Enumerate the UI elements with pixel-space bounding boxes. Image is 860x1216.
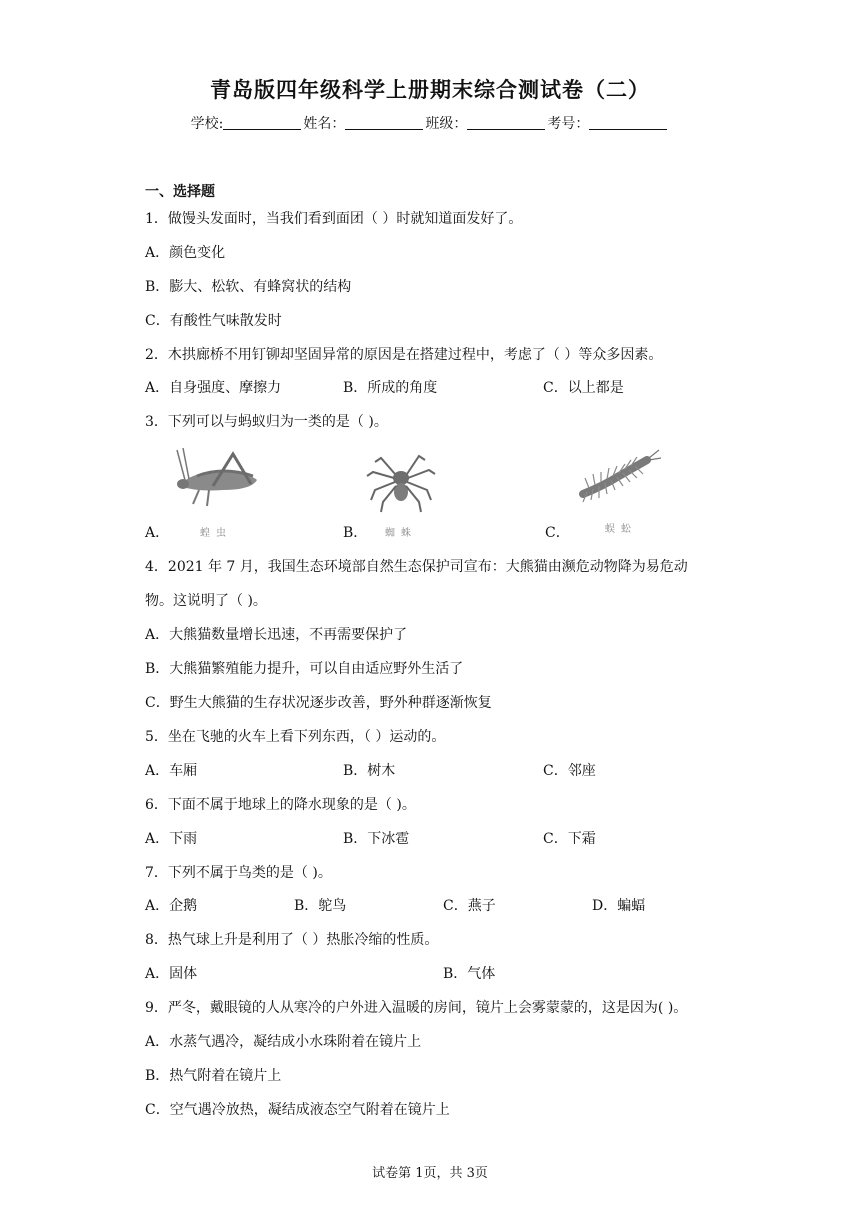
section-heading-choice: 一、选择题 [145, 184, 215, 200]
question-9-option-a[interactable]: A．水蒸气遇冷，凝结成小水珠附着在镜片上 [145, 1034, 422, 1050]
question-2-stem: 2．木拱廊桥不用钉铆却坚固异常的原因是在搭建过程中，考虑了（ ）等众多因素。 [145, 347, 663, 363]
grasshopper-icon [163, 446, 263, 508]
question-4-option-b[interactable]: B．大熊猫繁殖能力提升，可以自由适应野外生活了 [145, 661, 464, 677]
question-7-option-d[interactable]: D．蝙蝠 [592, 898, 646, 914]
class-label: 班级： [425, 116, 468, 132]
school-label: 学校: [190, 116, 224, 132]
question-6-option-b[interactable]: B．下冰雹 [343, 831, 410, 847]
name-blank[interactable] [345, 116, 423, 130]
question-4-option-c[interactable]: C．野生大熊猫的生存状况逐步改善，野外种群逐渐恢复 [145, 695, 492, 711]
grasshopper-caption: 蝗虫 [200, 528, 232, 539]
question-6-options [145, 828, 725, 848]
question-3-option-c[interactable] [545, 446, 725, 546]
question-8-options [145, 963, 725, 983]
question-7-stem: 7．下列不属于鸟类的是（ )。 [145, 865, 332, 881]
question-3-stem: 3．下列可以与蚂蚁归为一类的是（ )。 [145, 414, 388, 430]
question-5-option-b[interactable]: B．树木 [343, 763, 396, 779]
question-6-option-a[interactable]: A．下雨 [145, 831, 198, 847]
question-7-option-a[interactable]: A．企鹅 [145, 898, 198, 914]
question-5-stem: 5．坐在飞驰的火车上看下列东西，（ ）运动的。 [145, 729, 446, 745]
question-3-option-b[interactable] [343, 446, 523, 546]
question-9-option-c[interactable]: C．空气遇冷放热，凝结成液态空气附着在镜片上 [145, 1102, 450, 1118]
question-7-options [145, 895, 725, 915]
question-3-option-a[interactable] [145, 446, 325, 546]
question-5-option-a[interactable]: A．车厢 [145, 763, 198, 779]
page-footer: 试卷第 1页，共 3页 [372, 1166, 488, 1181]
question-1-option-c[interactable]: C．有酸性气味散发时 [145, 313, 282, 329]
question-3-option-c-letter: C． [545, 525, 570, 541]
question-4-option-a[interactable]: A．大熊猫数量增长迅速，不再需要保护了 [145, 627, 408, 643]
question-1-option-a[interactable]: A．颜色变化 [145, 245, 226, 261]
question-8-stem: 8．热气球上升是利用了（ ）热胀冷缩的性质。 [145, 932, 439, 948]
question-2-option-a[interactable]: A．自身强度、摩擦力 [145, 380, 282, 396]
number-label: 考号： [547, 116, 590, 132]
name-label: 姓名： [303, 116, 346, 132]
spider-icon [361, 446, 441, 516]
class-blank[interactable] [467, 116, 545, 130]
question-1-option-b[interactable]: B．膨大、松软、有蜂窝状的结构 [145, 279, 352, 295]
question-1-stem: 1．做馒头发面时，当我们看到面团（ ）时就知道面发好了。 [145, 211, 523, 227]
question-2-option-c[interactable]: C．以上都是 [543, 380, 624, 396]
question-7-option-b[interactable]: B．鸵鸟 [294, 898, 347, 914]
question-5-option-c[interactable]: C．邻座 [543, 763, 596, 779]
question-8-option-a[interactable]: A．固体 [145, 966, 198, 982]
question-4-stem-line-1: 4．2021 年 7 月，我国生态环境部自然生态保护司宣布：大熊猫由濒危动物降为易危动 [145, 559, 688, 575]
question-3-option-a-letter: A． [145, 525, 170, 541]
number-blank[interactable] [589, 116, 667, 130]
spider-caption: 蜘蛛 [385, 528, 417, 539]
question-6-stem: 6．下面不属于地球上的降水现象的是（ )。 [145, 797, 416, 813]
question-2-option-b[interactable]: B．所成的角度 [343, 380, 438, 396]
question-9-stem: 9．严冬，戴眼镜的人从寒冷的户外进入温暖的房间，镜片上会雾蒙蒙的，这是因为( )。 [145, 1000, 688, 1016]
school-blank[interactable] [223, 116, 301, 130]
centipede-caption: 蜈蚣 [605, 524, 637, 535]
question-3-option-b-letter: B． [343, 525, 368, 541]
page-title: 青岛版四年级科学上册期末综合测试卷（二） [210, 77, 650, 102]
question-8-option-b[interactable]: B．气体 [443, 966, 496, 982]
centipede-icon [563, 446, 663, 508]
question-5-options [145, 760, 725, 780]
question-9-option-b[interactable]: B．热气附着在镜片上 [145, 1068, 282, 1084]
student-info-line [0, 113, 860, 133]
question-6-option-c[interactable]: C．下霜 [543, 831, 596, 847]
question-4-stem-line-2: 物。这说明了（ )。 [145, 593, 267, 609]
question-2-options [145, 377, 725, 397]
question-7-option-c[interactable]: C．燕子 [443, 898, 496, 914]
